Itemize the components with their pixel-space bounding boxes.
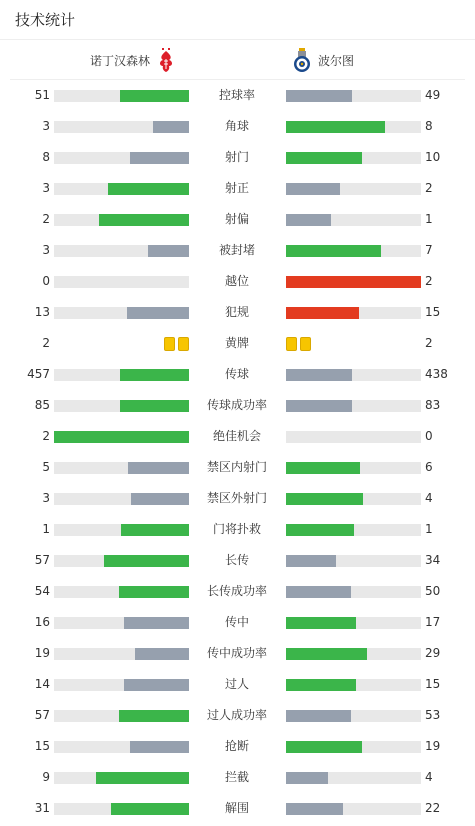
home-bar-fill (131, 493, 189, 505)
away-bar-fill (286, 803, 343, 815)
away-bar-fill (286, 710, 351, 722)
home-bar-track (54, 617, 189, 629)
away-bar-fill (286, 586, 351, 598)
stat-row (0, 421, 475, 452)
stat-row (0, 452, 475, 483)
away-bar-track (286, 648, 421, 660)
home-bar-fill (148, 245, 189, 257)
home-bar-fill (135, 648, 189, 660)
home-value: 85 (34, 398, 50, 412)
stat-label: 绝佳机会 (212, 429, 261, 443)
home-bar-track (54, 183, 189, 195)
away-bar-track (286, 307, 421, 319)
stat-label: 传球 (224, 367, 249, 381)
home-bar-fill (130, 152, 189, 164)
away-bar-track (286, 369, 421, 381)
home-value: 457 (27, 367, 50, 381)
away-value: 15 (425, 677, 441, 691)
home-bar-fill (153, 121, 189, 133)
away-bar-fill (286, 214, 331, 226)
home-bar-track (54, 276, 189, 288)
home-bar-track (54, 369, 189, 381)
away-value: 1 (425, 522, 433, 536)
away-bar-track (286, 617, 421, 629)
away-value: 2 (425, 274, 433, 288)
away-bar-track (286, 803, 421, 815)
page-title: 技术统计 (15, 11, 76, 29)
home-bar-track (54, 245, 189, 257)
stats-header (0, 0, 475, 40)
home-bar-track (54, 431, 189, 443)
stats-list (0, 80, 475, 824)
home-value: 2 (42, 212, 50, 226)
home-bar-fill (120, 369, 189, 381)
home-value: 54 (34, 584, 50, 598)
away-value: 8 (425, 119, 433, 133)
home-value: 57 (34, 708, 50, 722)
away-bar-fill (286, 648, 367, 660)
home-value: 1 (42, 522, 50, 536)
home-bar-fill (124, 617, 189, 629)
home-bar-fill (108, 183, 189, 195)
away-bar-fill (286, 245, 381, 257)
stat-row (0, 204, 475, 235)
home-bar-fill (111, 803, 189, 815)
home-bar-track (54, 90, 189, 102)
away-bar-track (286, 462, 421, 474)
away-bar-fill (286, 555, 336, 567)
stat-label: 过人 (224, 677, 249, 691)
away-bar-track (286, 400, 421, 412)
away-value: 50 (425, 584, 441, 598)
stat-label: 长传 (224, 553, 249, 567)
stat-row (0, 514, 475, 545)
stat-label: 拦截 (224, 770, 249, 784)
away-bar-track (286, 586, 421, 598)
home-bar-track (54, 772, 189, 784)
stat-label: 解围 (224, 801, 249, 815)
stat-row (0, 793, 475, 824)
away-bar-fill (286, 741, 362, 753)
away-bar-track (286, 276, 421, 288)
home-value: 8 (42, 150, 50, 164)
home-bar-fill (104, 555, 189, 567)
home-bar-fill (99, 214, 189, 226)
home-bar-track (54, 710, 189, 722)
away-bar-track (286, 90, 421, 102)
stat-row (0, 328, 475, 359)
away-bar-track (286, 710, 421, 722)
away-value: 2 (425, 336, 433, 350)
stat-row (0, 390, 475, 421)
home-value: 0 (42, 274, 50, 288)
away-value: 29 (425, 646, 441, 660)
home-team[interactable] (90, 40, 176, 80)
away-value: 49 (425, 88, 441, 102)
away-value: 53 (425, 708, 441, 722)
home-bar-track (54, 524, 189, 536)
home-bar-track (54, 741, 189, 753)
stat-label: 长传成功率 (206, 584, 267, 598)
stat-row (0, 669, 475, 700)
away-bar-fill (286, 493, 363, 505)
away-bar-track (286, 214, 421, 226)
away-value: 6 (425, 460, 433, 474)
stat-row (0, 762, 475, 793)
yellow-card-icon (286, 337, 297, 351)
home-yellow-cards (164, 337, 189, 351)
home-bar-fill (119, 710, 189, 722)
yellow-card-icon (300, 337, 311, 351)
away-bar-track (286, 183, 421, 195)
stat-row (0, 142, 475, 173)
away-bar-track (286, 121, 421, 133)
home-bar-track (54, 307, 189, 319)
stat-row (0, 545, 475, 576)
away-bar-fill (286, 152, 362, 164)
home-value: 2 (42, 336, 50, 350)
away-bar-track (286, 524, 421, 536)
away-value: 7 (425, 243, 433, 257)
away-yellow-cards (286, 337, 311, 351)
home-value: 3 (42, 119, 50, 133)
away-bar-fill (286, 524, 354, 536)
stat-row (0, 731, 475, 762)
home-bar-track (54, 493, 189, 505)
away-team[interactable] (292, 40, 354, 80)
stat-label: 黄牌 (224, 336, 249, 350)
stat-label: 门将扑救 (212, 522, 261, 536)
home-value: 15 (34, 739, 50, 753)
away-bar-track (286, 741, 421, 753)
teams-row (10, 40, 465, 80)
away-value: 4 (425, 491, 433, 505)
stat-row (0, 638, 475, 669)
home-value: 19 (34, 646, 50, 660)
home-value: 3 (42, 243, 50, 257)
home-bar-track (54, 214, 189, 226)
home-bar-track (54, 121, 189, 133)
home-bar-track (54, 648, 189, 660)
away-value: 83 (425, 398, 441, 412)
stat-row (0, 80, 475, 111)
stat-label: 过人成功率 (206, 708, 267, 722)
home-bar-fill (124, 679, 189, 691)
stat-label: 传中成功率 (206, 646, 267, 660)
away-bar-fill (286, 617, 356, 629)
stat-label: 射门 (224, 150, 249, 164)
away-bar-track (286, 493, 421, 505)
home-bar-track (54, 462, 189, 474)
away-bar-track (286, 152, 421, 164)
away-bar-fill (286, 462, 360, 474)
stat-label: 传中 (224, 615, 249, 629)
stat-row (0, 111, 475, 142)
away-bar-track (286, 679, 421, 691)
away-value: 2 (425, 181, 433, 195)
away-value: 1 (425, 212, 433, 226)
home-bar-fill (119, 586, 189, 598)
stat-row (0, 235, 475, 266)
home-bar-fill (121, 524, 189, 536)
away-value: 17 (425, 615, 441, 629)
yellow-card-icon (178, 337, 189, 351)
home-bar-track (54, 586, 189, 598)
stat-label: 抢断 (224, 739, 249, 753)
home-bar-fill (96, 772, 189, 784)
away-bar-fill (286, 121, 385, 133)
away-value: 15 (425, 305, 441, 319)
home-value: 16 (34, 615, 50, 629)
home-bar-track (54, 679, 189, 691)
away-team-name: 波尔图 (318, 53, 355, 68)
home-value: 31 (34, 801, 50, 815)
home-bar-fill (130, 741, 189, 753)
stat-label: 控球率 (218, 88, 255, 102)
home-value: 14 (34, 677, 50, 691)
away-value: 4 (425, 770, 433, 784)
stat-row (0, 607, 475, 638)
home-team-name: 诺丁汉森林 (89, 53, 150, 68)
away-value: 22 (425, 801, 441, 815)
away-bar-fill (286, 369, 352, 381)
home-value: 3 (42, 491, 50, 505)
home-bar-fill (128, 462, 189, 474)
home-bar-fill (120, 90, 189, 102)
away-bar-fill (286, 276, 421, 288)
stat-label: 越位 (224, 274, 249, 288)
home-bar-track (54, 803, 189, 815)
home-bar-fill (120, 400, 189, 412)
stat-label: 被封堵 (218, 243, 255, 257)
stat-label: 射偏 (224, 212, 249, 226)
home-value: 3 (42, 181, 50, 195)
home-value: 57 (34, 553, 50, 567)
stat-label: 射正 (224, 181, 249, 195)
away-value: 10 (425, 150, 441, 164)
away-bar-fill (286, 90, 352, 102)
stat-label: 传球成功率 (206, 398, 267, 412)
stat-row (0, 576, 475, 607)
away-bar-track (286, 772, 421, 784)
stat-label: 禁区内射门 (206, 460, 267, 474)
away-value: 0 (425, 429, 433, 443)
home-value: 5 (42, 460, 50, 474)
yellow-card-icon (164, 337, 175, 351)
stat-row (0, 297, 475, 328)
away-value: 19 (425, 739, 441, 753)
home-bar-track (54, 400, 189, 412)
porto-crest-icon (292, 47, 312, 73)
stat-label: 犯规 (224, 305, 249, 319)
away-bar-fill (286, 307, 359, 319)
away-bar-fill (286, 772, 328, 784)
home-value: 9 (42, 770, 50, 784)
stat-row (0, 173, 475, 204)
stat-label: 禁区外射门 (206, 491, 267, 505)
forest-crest-icon (156, 47, 176, 73)
away-bar-fill (286, 183, 340, 195)
away-bar-fill (286, 679, 356, 691)
away-bar-track (286, 555, 421, 567)
away-bar-fill (286, 400, 352, 412)
home-value: 51 (34, 88, 50, 102)
away-value: 438 (425, 367, 448, 381)
home-bar-track (54, 555, 189, 567)
away-bar-track (286, 245, 421, 257)
stat-row (0, 483, 475, 514)
away-value: 34 (425, 553, 441, 567)
stat-row (0, 700, 475, 731)
stat-label: 角球 (224, 119, 249, 133)
home-bar-fill (127, 307, 189, 319)
home-value: 2 (42, 429, 50, 443)
away-bar-track (286, 431, 421, 443)
home-bar-fill (54, 431, 189, 443)
stat-row (0, 359, 475, 390)
home-bar-track (54, 152, 189, 164)
home-value: 13 (34, 305, 50, 319)
stat-row (0, 266, 475, 297)
